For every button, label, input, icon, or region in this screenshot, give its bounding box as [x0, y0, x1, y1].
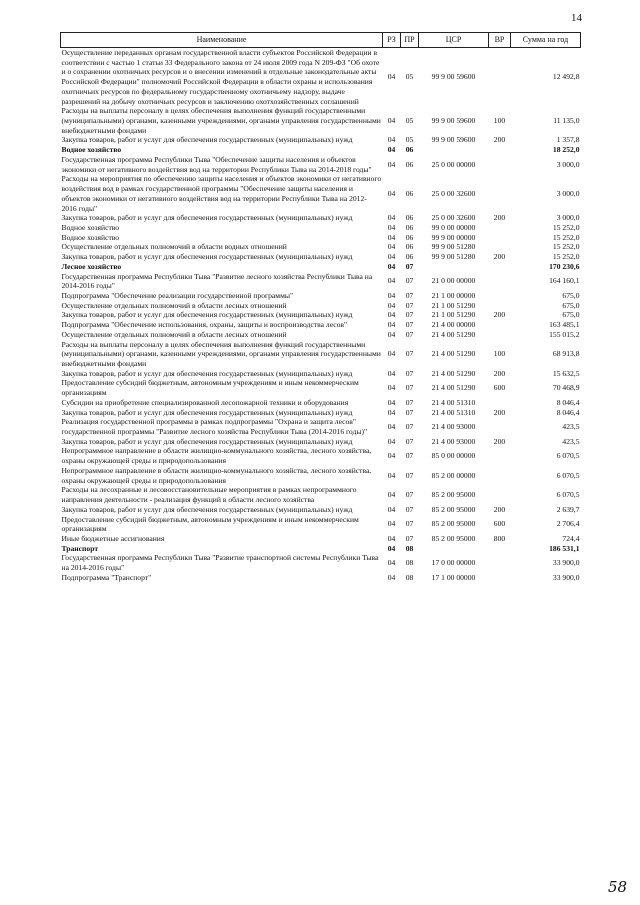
cell-vr	[489, 301, 511, 311]
cell-sum: 68 913,8	[552, 349, 580, 359]
cell-sum: 675,0	[562, 300, 580, 310]
cell-pr: 06	[405, 159, 414, 169]
cell-sum: 6 070,5	[556, 451, 580, 461]
cell-vr	[489, 544, 511, 554]
table-row	[61, 485, 581, 504]
cell-name: Предоставление субсидий бюджетным, автономным учреждениям и иным некоммерческим организациям	[61, 514, 359, 534]
cell-sum: 15 252,0	[552, 232, 580, 242]
cell-rz: 04	[387, 222, 396, 232]
cell-rz: 04	[387, 290, 396, 300]
cell-rz: 04	[387, 116, 396, 126]
cell-rz: 04	[387, 276, 396, 286]
cell-rz: 04	[387, 490, 396, 500]
cell-sum: 155 015,2	[549, 329, 580, 339]
cell-rz: 04	[387, 422, 396, 432]
cell-vr	[489, 242, 511, 252]
table-row	[61, 213, 581, 223]
cell-pr: 07	[405, 407, 414, 417]
cell-sum: 15 252,0	[552, 252, 580, 262]
cell-rz: 04	[387, 329, 396, 339]
cell-vr: 200	[493, 252, 506, 262]
cell-csr: 99 9 00 59600	[431, 116, 476, 126]
cell-sum: 423,5	[562, 422, 580, 432]
cell-rz: 04	[387, 188, 396, 198]
table-body	[61, 48, 581, 583]
cell-vr	[489, 553, 511, 572]
cell-name: Непрограммное направление в области жилищно-коммунального хозяйства, лесного хозяйства, охраны окружающей среды и природопользования	[61, 446, 372, 466]
cell-csr: 21 4 00 51290	[431, 368, 476, 378]
cell-pr: 07	[405, 533, 414, 543]
cell-vr	[489, 155, 511, 174]
table-row	[61, 233, 581, 243]
cell-name: Государственная программа Республики Тыва "Обеспечение защиты населения и объектов экономики от негативного воздействия вод на территории Республики Тыва на 2014-2018 годы"	[61, 154, 372, 174]
header-sum: Сумма на год	[511, 33, 581, 48]
table-row	[61, 398, 581, 408]
header-rz: РЗ	[383, 33, 401, 48]
cell-name: Закупка товаров, работ и услуг для обеспечения государственных (муниципальных) нужд	[61, 213, 353, 223]
cell-name: Водное хозяйство	[61, 232, 120, 242]
cell-pr: 08	[405, 543, 414, 553]
cell-csr: 99 0 00 00000	[431, 222, 476, 232]
cell-sum: 6 070,5	[556, 470, 580, 480]
cell-sum: 1 357,8	[556, 135, 580, 145]
table-row	[61, 242, 581, 252]
cell-vr	[489, 417, 511, 436]
cell-vr	[489, 174, 511, 213]
cell-csr: 21 4 00 51290	[431, 329, 476, 339]
table-row	[61, 466, 581, 485]
cell-name: Закупка товаров, работ и услуг для обеспечения государственных (муниципальных) нужд	[61, 252, 353, 262]
table-row	[61, 553, 581, 572]
table-row	[61, 252, 581, 262]
cell-sum: 675,0	[562, 290, 580, 300]
cell-vr: 800	[493, 533, 506, 543]
cell-pr: 07	[405, 422, 414, 432]
cell-csr: 21 1 00 00000	[431, 290, 476, 300]
cell-csr: 21 4 00 51290	[431, 349, 476, 359]
cell-pr: 07	[405, 470, 414, 480]
cell-rz: 04	[387, 261, 396, 271]
cell-vr: 200	[493, 407, 506, 417]
cell-csr: 21 4 00 51310	[431, 407, 476, 417]
cell-name: Осуществление отдельных полномочий в области лесных отношений	[61, 300, 287, 310]
cell-csr: 99 9 00 00000	[431, 232, 476, 242]
cell-name: Расходы на лесохранные и лесовосстановительные мероприятия в рамках непрограммного направления деятельности - реализация функций в области лесного хозяйства	[61, 485, 357, 505]
cell-pr: 06	[405, 232, 414, 242]
table-row	[61, 369, 581, 379]
cell-csr: 85 2 00 95000	[431, 504, 476, 514]
table-row	[61, 145, 581, 155]
cell-vr: 600	[493, 383, 506, 393]
cell-csr: 85 2 00 95000	[431, 533, 476, 543]
cell-sum: 2 639,7	[556, 504, 580, 514]
cell-rz: 04	[387, 135, 396, 145]
cell-vr	[489, 291, 511, 301]
cell-rz: 04	[387, 533, 396, 543]
cell-vr	[489, 233, 511, 243]
cell-name: Закупка товаров, работ и услуг для обеспечения государственных (муниципальных) нужд	[61, 368, 353, 378]
cell-sum: 724,4	[562, 533, 580, 543]
cell-sum: 12 492,8	[552, 72, 580, 82]
cell-rz: 04	[387, 397, 396, 407]
cell-pr: 07	[405, 436, 414, 446]
table-row	[61, 573, 581, 583]
cell-pr: 07	[405, 276, 414, 286]
cell-name: Расходы на выплаты персоналу в целях обеспечения выполнения функций государственными (муниципальными) органами, казенными учреждениями, органами управления государственными внебюджетными фондами	[61, 106, 381, 135]
cell-vr: 200	[493, 436, 506, 446]
cell-pr: 05	[405, 72, 414, 82]
cell-vr	[489, 223, 511, 233]
cell-rz: 04	[387, 159, 396, 169]
cell-pr: 07	[405, 320, 414, 330]
table-row	[61, 544, 581, 554]
cell-csr: 17 0 00 00000	[431, 558, 476, 568]
table-row	[61, 48, 581, 107]
cell-name: Реализация государственной программы в рамках подпрограммы "Охрана и защита лесов" государственной программы "Развитие лесного хозяйства Республики Тыва (2014-2016 годы)"	[61, 417, 368, 437]
cell-vr	[489, 485, 511, 504]
cell-name: Подпрограмма "Обеспечение использования, охраны, защиты и воспроизводства лесов"	[61, 320, 348, 330]
table-row	[61, 301, 581, 311]
cell-pr: 06	[405, 252, 414, 262]
table-row	[61, 135, 581, 145]
cell-rz: 04	[387, 383, 396, 393]
table-row	[61, 408, 581, 418]
cell-csr: 99 9 00 51280	[431, 252, 476, 262]
cell-csr: 21 4 00 51290	[431, 383, 476, 393]
cell-vr	[489, 446, 511, 465]
cell-rz: 04	[387, 252, 396, 262]
cell-vr	[489, 466, 511, 485]
cell-vr	[489, 262, 511, 272]
cell-vr: 200	[493, 368, 506, 378]
cell-pr: 07	[405, 349, 414, 359]
cell-sum: 423,5	[562, 436, 580, 446]
cell-name: Подпрограмма "Обеспечение реализации государственной программы"	[61, 290, 294, 300]
cell-rz: 04	[387, 519, 396, 529]
cell-name: Закупка товаров, работ и услуг для обеспечения государственных (муниципальных) нужд	[61, 135, 353, 145]
cell-rz: 04	[387, 213, 396, 223]
table-row	[61, 223, 581, 233]
cell-csr	[419, 145, 489, 155]
table-row	[61, 106, 581, 135]
cell-csr: 21 4 00 51310	[431, 397, 476, 407]
cell-pr: 06	[405, 213, 414, 223]
cell-vr	[489, 320, 511, 330]
cell-csr: 21 1 00 51290	[431, 310, 476, 320]
cell-pr: 07	[405, 519, 414, 529]
cell-rz: 04	[387, 300, 396, 310]
cell-name: Иные бюджетные ассигнования	[61, 533, 165, 543]
table-row	[61, 174, 581, 213]
cell-sum: 186 531,1	[549, 543, 580, 553]
cell-vr: 100	[493, 349, 506, 359]
cell-vr	[489, 573, 511, 583]
cell-rz: 04	[387, 558, 396, 568]
cell-rz: 04	[387, 572, 396, 582]
handwritten-page-mark: 58	[608, 878, 628, 896]
budget-table	[60, 32, 581, 583]
cell-name: Подпрограмма "Транспорт"	[61, 572, 152, 582]
cell-sum: 8 046,4	[556, 407, 580, 417]
cell-rz: 04	[387, 436, 396, 446]
cell-rz: 04	[387, 145, 396, 155]
cell-csr: 17 1 00 00000	[431, 572, 476, 582]
cell-sum: 70 468,9	[552, 383, 580, 393]
cell-name: Водное хозяйство	[61, 222, 120, 232]
cell-csr	[419, 544, 489, 554]
cell-pr: 06	[405, 242, 414, 252]
cell-sum: 170 230,6	[549, 261, 580, 271]
cell-csr: 21 4 00 93000	[431, 422, 476, 432]
cell-csr: 85 2 00 95000	[431, 490, 476, 500]
cell-name: Водное хозяйство	[61, 145, 122, 155]
table-row	[61, 320, 581, 330]
cell-csr: 85 2 00 95000	[431, 519, 476, 529]
cell-pr: 06	[405, 222, 414, 232]
cell-name: Государственная программа Республики Тыва "Развитие лесного хозяйства Республики Тыва на 2014-2016 годы"	[61, 271, 373, 291]
cell-name: Осуществление отдельных полномочий в области водных отношений	[61, 242, 287, 252]
cell-vr: 200	[493, 310, 506, 320]
cell-csr: 21 1 00 51290	[431, 300, 476, 310]
cell-rz: 04	[387, 232, 396, 242]
cell-vr: 200	[493, 135, 506, 145]
cell-sum: 33 900,0	[552, 572, 580, 582]
cell-csr: 21 0 00 00000	[431, 276, 476, 286]
cell-name: Предоставление субсидий бюджетным, автономным учреждениям и иным некоммерческим организациям	[61, 378, 359, 398]
table-row	[61, 330, 581, 340]
cell-pr: 06	[405, 145, 414, 155]
cell-rz: 04	[387, 368, 396, 378]
cell-rz: 04	[387, 407, 396, 417]
cell-sum: 2 706,4	[556, 519, 580, 529]
cell-pr: 07	[405, 383, 414, 393]
cell-pr: 07	[405, 329, 414, 339]
cell-pr: 07	[405, 451, 414, 461]
cell-sum: 6 070,5	[556, 490, 580, 500]
header-pr: ПР	[401, 33, 419, 48]
table-row	[61, 272, 581, 291]
cell-name: Закупка товаров, работ и услуг для обеспечения государственных (муниципальных) нужд	[61, 407, 353, 417]
cell-name: Государственная программа Республики Тыва "Развитие транспортной системы Республики Тыва на 2014-2016 годы"	[61, 553, 379, 573]
cell-sum: 33 900,0	[552, 558, 580, 568]
cell-sum: 3 000,0	[556, 188, 580, 198]
cell-name: Расходы на мероприятия по обеспечению защиты населения и объектов экономики от негативного воздействия вод в рамках государственной программы "Обеспечение защиты населения и объектов экономики от негативного воздействия вод на территории Республики Тыва на 2012-2016 годы"	[61, 174, 382, 213]
cell-csr: 21 4 00 00000	[431, 320, 476, 330]
cell-name: Расходы на выплаты персоналу в целях обеспечения выполнения функций государственными (муниципальными) органами, казенными учреждениями, органами управления государственными внебюджетными фондами	[61, 339, 381, 368]
cell-pr: 07	[405, 397, 414, 407]
cell-sum: 11 135,0	[553, 116, 580, 126]
table-row	[61, 340, 581, 369]
cell-pr: 07	[405, 490, 414, 500]
page-number: 14	[571, 12, 582, 24]
cell-pr: 08	[405, 572, 414, 582]
table-row	[61, 155, 581, 174]
cell-rz: 04	[387, 543, 396, 553]
cell-name: Субсидии на приобретение специализированной лесопожарной техники и оборудования	[61, 397, 349, 407]
table-row	[61, 310, 581, 320]
cell-csr: 25 0 00 00000	[431, 159, 476, 169]
cell-sum: 164 160,1	[549, 276, 580, 286]
cell-pr: 07	[405, 310, 414, 320]
cell-csr: 21 4 00 93000	[431, 436, 476, 446]
cell-pr: 07	[405, 504, 414, 514]
cell-pr: 07	[405, 300, 414, 310]
table-header-row	[61, 33, 581, 48]
table-row	[61, 378, 581, 397]
cell-sum: 8 046,4	[556, 397, 580, 407]
cell-vr	[489, 272, 511, 291]
cell-name: Транспорт	[61, 543, 99, 553]
cell-sum: 675,0	[562, 310, 580, 320]
cell-vr: 100	[493, 116, 506, 126]
cell-vr: 600	[493, 519, 506, 529]
cell-name: Непрограммное направление в области жилищно-коммунального хозяйства, лесного хозяйства, охраны окружающей среды и природопользования	[61, 465, 372, 485]
cell-pr: 05	[405, 135, 414, 145]
cell-rz: 04	[387, 72, 396, 82]
cell-sum: 15 252,0	[552, 242, 580, 252]
cell-pr: 07	[405, 261, 414, 271]
cell-rz: 04	[387, 470, 396, 480]
header-csr: ЦСР	[419, 33, 489, 48]
header-name: Наименование	[61, 33, 383, 48]
cell-csr: 25 0 00 32600	[431, 188, 476, 198]
cell-rz: 04	[387, 242, 396, 252]
cell-pr: 07	[405, 368, 414, 378]
cell-sum: 18 252,0	[552, 145, 580, 155]
table-row	[61, 446, 581, 465]
cell-rz: 04	[387, 504, 396, 514]
cell-rz: 04	[387, 451, 396, 461]
cell-csr	[419, 262, 489, 272]
cell-sum: 15 252,0	[552, 222, 580, 232]
cell-name: Закупка товаров, работ и услуг для обеспечения государственных (муниципальных) нужд	[61, 436, 353, 446]
table-row	[61, 262, 581, 272]
header-vr: ВР	[489, 33, 511, 48]
cell-csr: 85 2 00 00000	[431, 470, 476, 480]
cell-name: Осуществление отдельных полномочий в области лесных отношений	[61, 329, 287, 339]
table-row	[61, 515, 581, 534]
cell-name: Закупка товаров, работ и услуг для обеспечения государственных (муниципальных) нужд	[61, 310, 353, 320]
cell-vr: 200	[493, 213, 506, 223]
cell-sum: 163 485,1	[549, 320, 580, 330]
cell-rz: 04	[387, 310, 396, 320]
cell-name: Закупка товаров, работ и услуг для обеспечения государственных (муниципальных) нужд	[61, 504, 353, 514]
cell-vr	[489, 145, 511, 155]
table-row	[61, 291, 581, 301]
table-row	[61, 437, 581, 447]
table-row	[61, 417, 581, 436]
cell-vr: 200	[493, 504, 506, 514]
cell-csr: 25 0 00 32600	[431, 213, 476, 223]
table-row	[61, 505, 581, 515]
cell-rz: 04	[387, 349, 396, 359]
cell-csr: 85 0 00 00000	[431, 451, 476, 461]
cell-pr: 06	[405, 188, 414, 198]
cell-pr: 07	[405, 290, 414, 300]
cell-vr	[489, 48, 511, 107]
cell-vr	[489, 330, 511, 340]
cell-csr: 99 9 00 59600	[431, 135, 476, 145]
cell-csr: 99 9 00 51280	[431, 242, 476, 252]
cell-name: Осуществление переданных органам государственной власти субъектов Российской Федерации в соответствии с частью 1 статьи 33 Федерального закона от 24 июля 2009 года N 209-ФЗ "Об охоте и о сохранении охотничьих ресурсов и о внесении изменений в отдельные законодательные акты Российской Федерации" полномочий Российской Федерации в области охраны и использования охотничьих ресурсов по федеральному государственному охотничьему надзору, выдаче разрешений на добычу охотничьих ресурсов и заключению охотхозяйственных соглашений	[61, 48, 380, 106]
cell-sum: 3 000,0	[556, 213, 580, 223]
cell-pr: 08	[405, 558, 414, 568]
cell-name: Лесное хозяйство	[61, 261, 122, 271]
cell-pr: 05	[405, 116, 414, 126]
cell-sum: 15 632,5	[552, 368, 580, 378]
cell-rz: 04	[387, 320, 396, 330]
cell-sum: 3 000,0	[556, 159, 580, 169]
table-row	[61, 534, 581, 544]
cell-csr: 99 9 00 59600	[431, 72, 476, 82]
cell-vr	[489, 398, 511, 408]
